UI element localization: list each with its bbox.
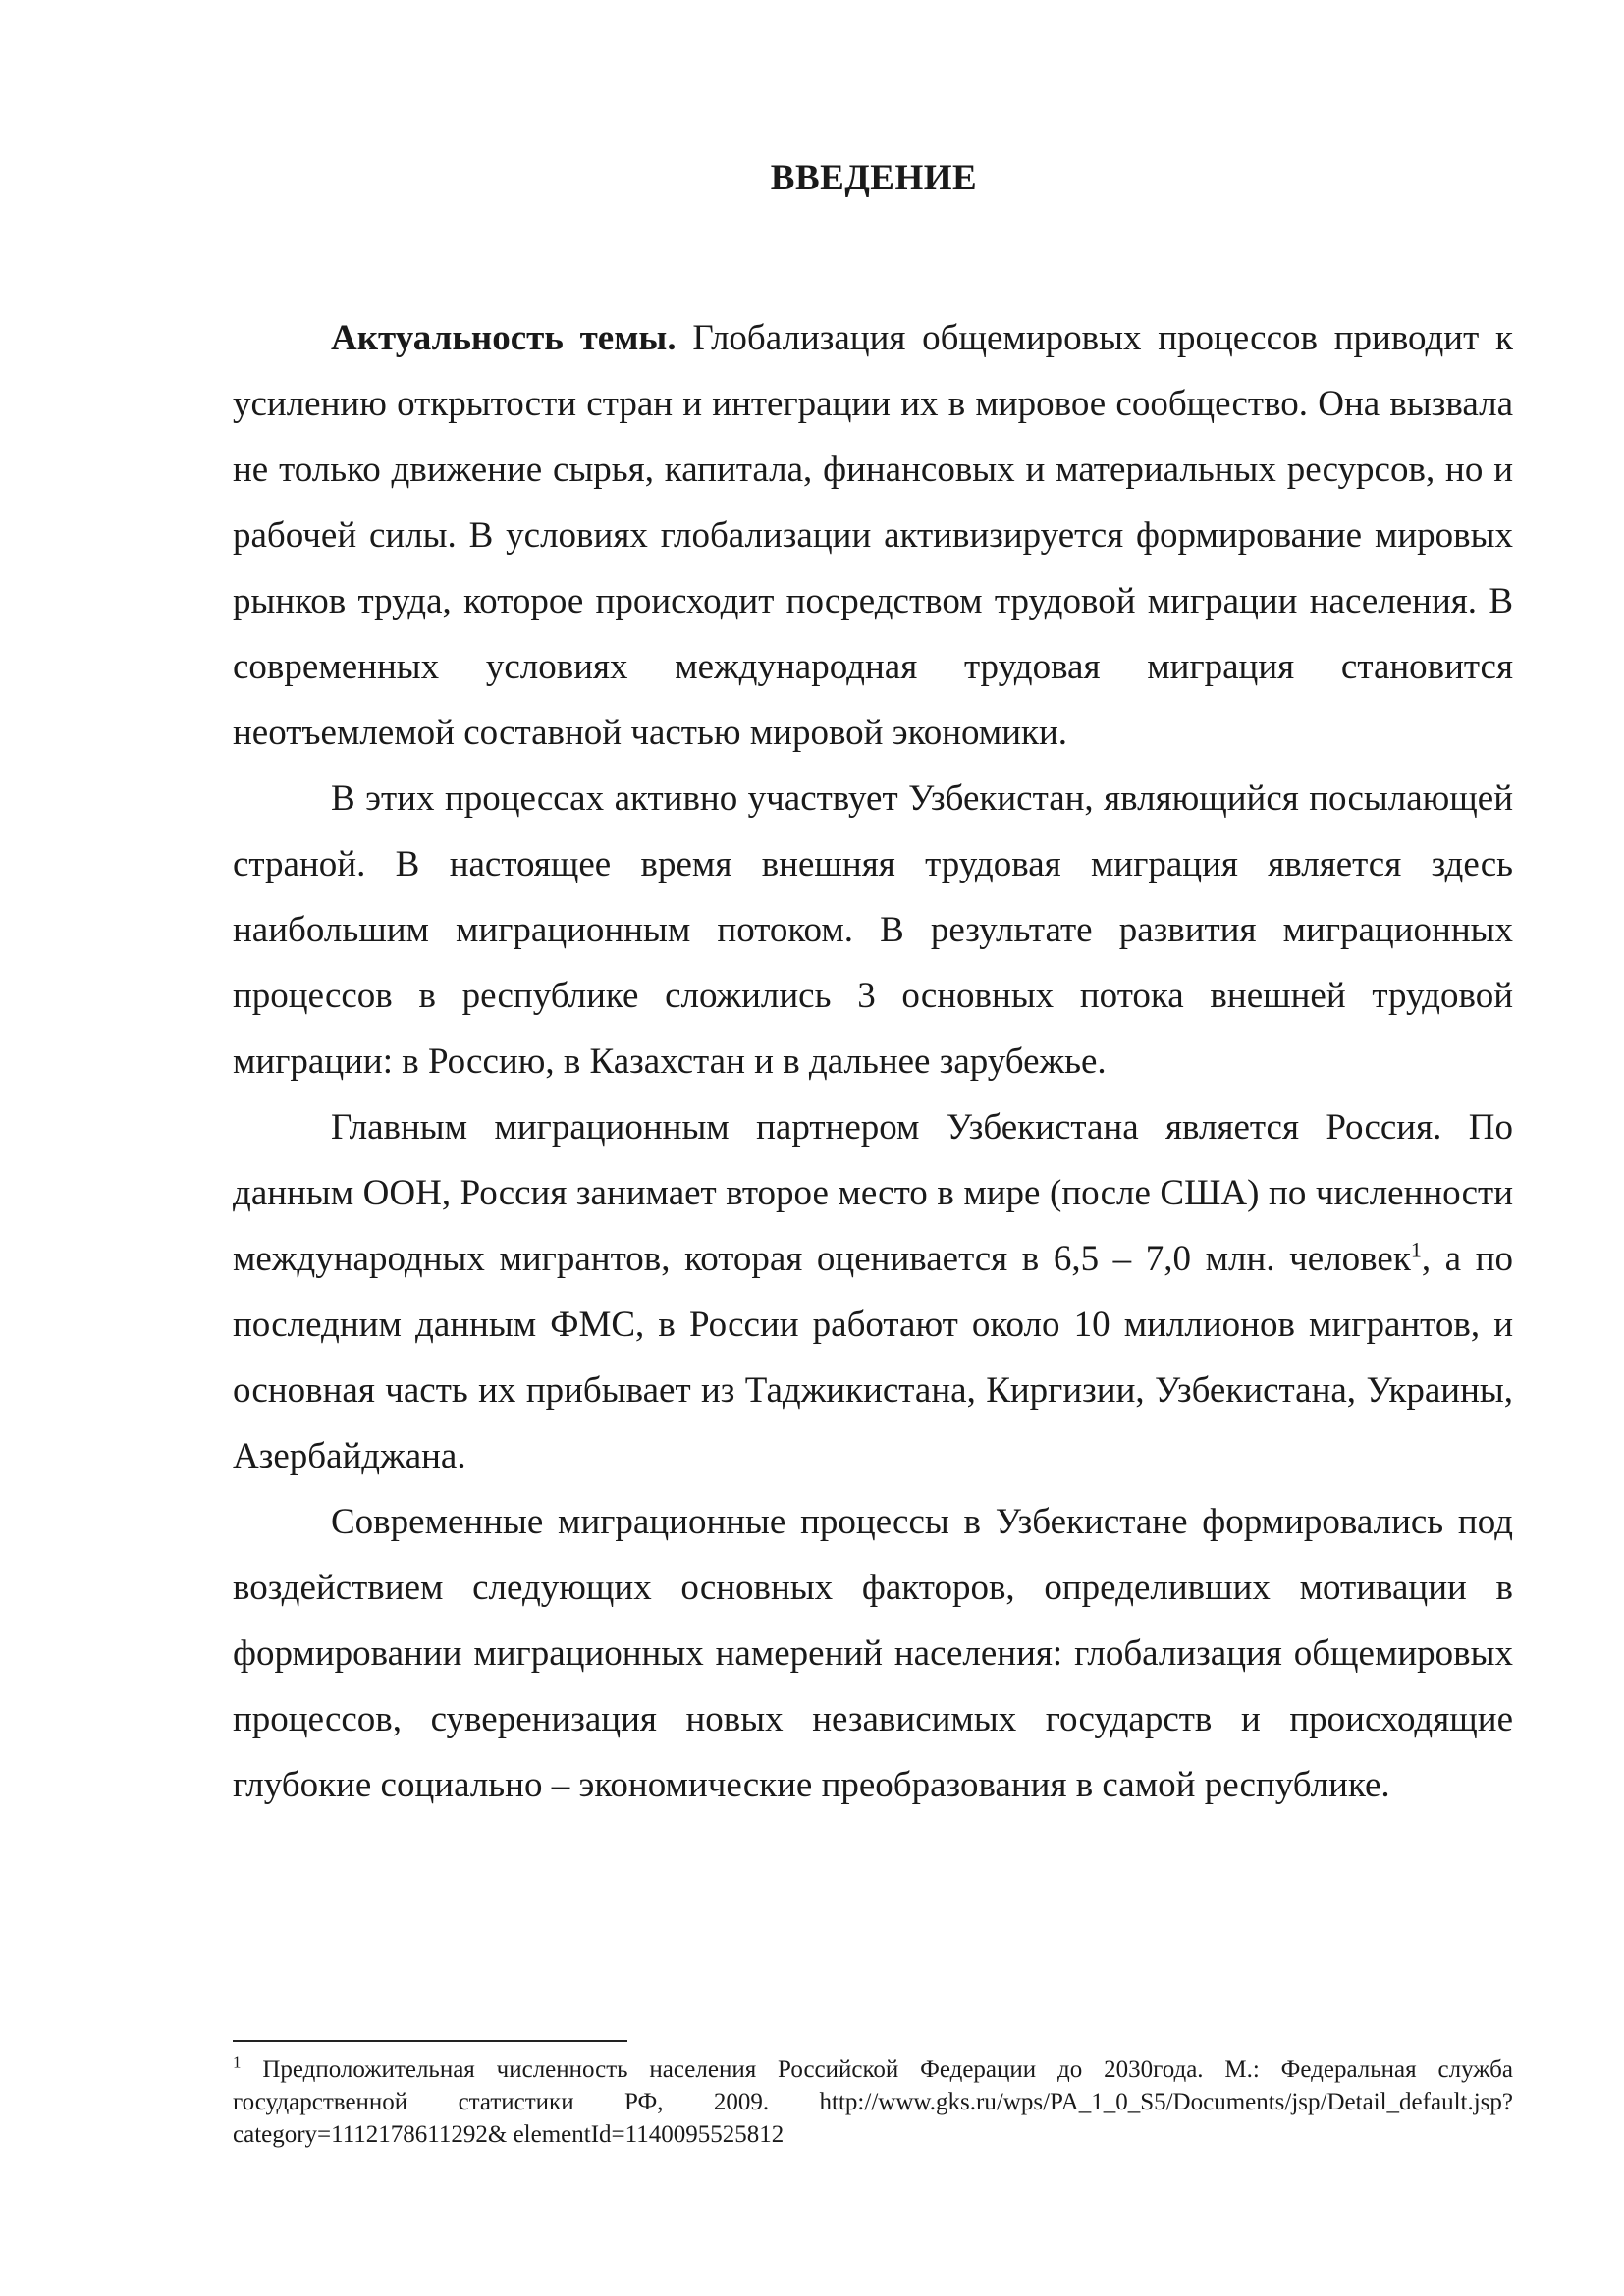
paragraph-3	[233, 1095, 1513, 1489]
footnote-separator	[233, 2040, 627, 2042]
paragraph-2: В этих процессах активно участвует Узбекистан, являющийся посылающей страной. В настоящее время внешняя трудовая миграция является здесь наибольшим миграционным потоком. В результате развития миграционных процессов в республике сложились 3 основных потока внешней трудовой миграции: в Россию, в Казахстан и в дальнее зарубежье.	[233, 778, 1513, 1082]
page-title: ВВЕДЕНИЕ	[770, 158, 978, 198]
footnote	[233, 2054, 1513, 2151]
paragraph-1-text: Глобализация общемировых процессов приводит к усилению открытости стран и интеграции их в мировое сообщество. Она вызвала не только движение сырья, капитала, финансовых и материальных ресурсов, но и рабочей силы. В условиях глобализации активизируется формирование мировых рынков труда, которое происходит посредством трудовой миграции населения. В современных условиях международная трудовая миграция становится неотъемлемой составной частью мировой экономики.	[233, 318, 1514, 753]
paragraph-3-text-after-ref: , а по последним данным ФМС, в России работают около 10 миллионов мигрантов, и основная часть их прибывает из Таджикистана, Киргизии, Узбекистана, Украины, Азербайджана.	[233, 1239, 1513, 1476]
paragraph-4: Современные миграционные процессы в Узбекистане формировались под воздействием следующих основных факторов, определивших мотивации в формировании миграционных намерений населения: глобализация общемировых процессов, суверенизация новых независимых государств и происходящие глубокие социально – экономические преобразования в самой республике.	[233, 1502, 1513, 1805]
body-text	[233, 305, 1513, 1818]
footnote-reference[interactable]: 1	[1410, 1237, 1422, 1262]
paragraph-3-text-before-ref: Главным миграционным партнером Узбекистана является Россия. По данным ООН, Россия занимает второе место в мире (после США) по численности международных мигрантов, которая оценивается в 6,5 – 7,0 млн. человек	[233, 1107, 1513, 1279]
footnote-text: Предположительная численность населения Российской Федерации до 2030года. М.: Федеральная служба государственной статистики РФ, 2009. http://www.gks.ru/wps/PA_1_0_S5/Documents/jsp/Detail_default.jsp?category=1112178611292& elementId=1140095525812	[233, 2056, 1513, 2148]
paragraph-lead: Актуальность темы.	[331, 318, 677, 358]
paragraph-1	[233, 305, 1513, 766]
footnote-mark: 1	[233, 2053, 242, 2072]
